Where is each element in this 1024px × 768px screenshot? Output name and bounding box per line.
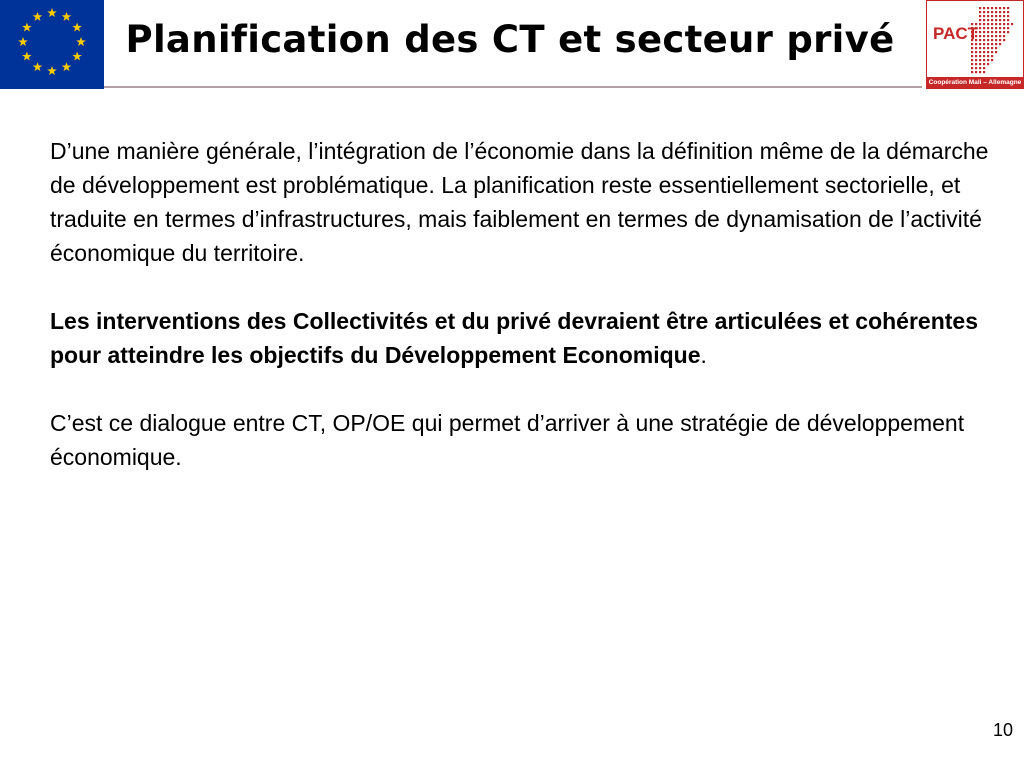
pact-map-dot: [995, 27, 997, 29]
pact-map-dot: [995, 15, 997, 17]
pact-map-dot: [983, 19, 985, 21]
pact-map-dot: [999, 11, 1001, 13]
pact-map-dot: [987, 39, 989, 41]
pact-map-dot: [979, 63, 981, 65]
pact-map-dot: [999, 43, 1001, 45]
pact-map-dot: [991, 51, 993, 53]
pact-map-dot: [979, 67, 981, 69]
pact-map-dot: [991, 35, 993, 37]
header-divider: [104, 86, 922, 88]
pact-map-dot: [975, 47, 977, 49]
pact-wordmark: PACT: [933, 24, 979, 43]
pact-map-dot: [995, 23, 997, 25]
pact-map-dot: [971, 67, 973, 69]
pact-map-dot: [1007, 19, 1009, 21]
pact-map-dot: [999, 19, 1001, 21]
paragraph-intro: D’une manière générale, l’intégration de l’économie dans la définition même de la démarche de développement est problématique. La planification reste essentiellement sectorielle, et traduite en termes d’infrastructures, mais faiblement en termes de dynamisation de l’activité économique du territoire.: [50, 138, 989, 266]
pact-map-dot: [1003, 27, 1005, 29]
pact-map-dot: [1003, 15, 1005, 17]
pact-map-dot: [983, 23, 985, 25]
pact-map-dot: [987, 19, 989, 21]
pact-map-dot: [979, 59, 981, 61]
pact-map-dot: [1003, 19, 1005, 21]
pact-map-dot: [991, 11, 993, 13]
eu-star: [18, 37, 28, 46]
pact-map-dot: [991, 7, 993, 9]
pact-map-dot: [1007, 31, 1009, 33]
pact-map-dot: [975, 59, 977, 61]
pact-map-dot: [979, 51, 981, 53]
pact-map-dot: [983, 51, 985, 53]
pact-map-dot: [983, 59, 985, 61]
pact-map-dot: [995, 31, 997, 33]
pact-map-dot: [995, 19, 997, 21]
pact-map-dot: [991, 23, 993, 25]
eu-star: [22, 52, 32, 61]
pact-map-dot: [971, 63, 973, 65]
pact-map-dot: [991, 27, 993, 29]
pact-map-dot: [987, 31, 989, 33]
pact-map-dot: [987, 59, 989, 61]
pact-map-dot: [999, 39, 1001, 41]
eu-stars: [0, 0, 104, 89]
pact-map-dot: [987, 47, 989, 49]
pact-map-dot: [983, 67, 985, 69]
pact-map-dot: [987, 43, 989, 45]
pact-map-dot: [987, 23, 989, 25]
pact-map-dot: [991, 39, 993, 41]
pact-map-dot: [995, 39, 997, 41]
pact-map-dot: [1003, 35, 1005, 37]
pact-map-dot: [983, 47, 985, 49]
pact-map-dot: [983, 7, 985, 9]
pact-map-dot: [971, 55, 973, 57]
pact-map-dot: [979, 39, 981, 41]
pact-map-dot: [999, 15, 1001, 17]
paragraph-emphasis-period: .: [700, 342, 707, 368]
pact-map-dot: [983, 39, 985, 41]
pact-map-dot: [1003, 31, 1005, 33]
pact-map-dot: [979, 55, 981, 57]
pact-map-dot: [979, 35, 981, 37]
page-number: 10: [992, 720, 1013, 740]
pact-map-dot: [987, 55, 989, 57]
pact-map-dot: [979, 11, 981, 13]
pact-map-dot: [1003, 7, 1005, 9]
pact-map-dot: [987, 15, 989, 17]
pact-map-dot: [995, 47, 997, 49]
slide-body: [50, 134, 1000, 508]
pact-map-dot: [987, 35, 989, 37]
pact-map-dot: [975, 67, 977, 69]
pact-map-icon: [927, 1, 1023, 77]
pact-map-dot: [983, 35, 985, 37]
eu-star: [33, 62, 43, 71]
pact-map-dot: [1007, 15, 1009, 17]
eu-star: [22, 23, 32, 32]
pact-caption: Coopération Mali – Allemagne: [928, 79, 1022, 86]
eu-star: [62, 62, 72, 71]
pact-map-dot: [1007, 27, 1009, 29]
pact-map-dot: [983, 11, 985, 13]
pact-map-dot: [983, 31, 985, 33]
pact-map-dot: [979, 7, 981, 9]
pact-map-dot: [983, 63, 985, 65]
pact-map-dot: [991, 59, 993, 61]
pact-map-dot: [979, 31, 981, 33]
pact-map-dot: [975, 63, 977, 65]
eu-star: [47, 66, 57, 75]
pact-map-dot: [975, 43, 977, 45]
pact-map-dot: [975, 55, 977, 57]
eu-star: [72, 23, 82, 32]
pact-map-dot: [999, 35, 1001, 37]
pact-map-dot: [971, 71, 973, 73]
eu-star: [47, 8, 57, 17]
pact-map-dot: [1003, 11, 1005, 13]
pact-map-dot: [971, 59, 973, 61]
pact-map-dot: [995, 51, 997, 53]
pact-map-dot: [991, 19, 993, 21]
pact-map-dot: [983, 27, 985, 29]
eu-flag-icon: [0, 0, 104, 89]
pact-map-dot: [999, 27, 1001, 29]
pact-map-dot: [991, 31, 993, 33]
paragraph-emphasis: [50, 304, 1000, 372]
pact-map-dot: [1007, 7, 1009, 9]
pact-map-dot: [987, 51, 989, 53]
pact-map-dot: [1003, 23, 1005, 25]
pact-map-dot: [999, 31, 1001, 33]
paragraph-conclusion: C’est ce dialogue entre CT, OP/OE qui permet d’arriver à une stratégie de développement économique.: [50, 410, 965, 470]
pact-map-dot: [979, 27, 981, 29]
pact-map-dot: [987, 11, 989, 13]
pact-map-dot: [995, 43, 997, 45]
pact-map-dot: [1011, 23, 1013, 25]
eu-star: [72, 52, 82, 61]
pact-map-dot: [991, 47, 993, 49]
eu-star: [62, 12, 72, 21]
pact-map-dot: [987, 27, 989, 29]
pact-map-dot: [991, 55, 993, 57]
pact-map-dot: [995, 7, 997, 9]
pact-map-dot: [1007, 23, 1009, 25]
pact-map-dot: [971, 51, 973, 53]
pact-map-dot: [971, 47, 973, 49]
pact-map-dot: [983, 15, 985, 17]
pact-map-dot: [995, 35, 997, 37]
eu-star: [33, 12, 43, 21]
pact-map-dot: [991, 43, 993, 45]
pact-map-dot: [1003, 39, 1005, 41]
pact-map-dot: [975, 71, 977, 73]
pact-map-dot: [979, 19, 981, 21]
pact-map-dot: [979, 47, 981, 49]
pact-map-dot: [971, 43, 973, 45]
pact-map-dot: [979, 15, 981, 17]
pact-map-dot: [975, 51, 977, 53]
pact-map-dot: [987, 7, 989, 9]
pact-map-dot: [987, 63, 989, 65]
pact-map-dot: [995, 11, 997, 13]
pact-map-dot: [979, 43, 981, 45]
pact-logo: [926, 0, 1024, 89]
pact-map-dot: [983, 43, 985, 45]
pact-map-dot: [999, 23, 1001, 25]
pact-map-dot: [979, 71, 981, 73]
pact-map-dot: [999, 7, 1001, 9]
paragraph-emphasis-text: Les interventions des Collectivités et du privé devraient être articulées et cohérentes pour atteindre les objectifs du Développement Economique: [50, 308, 979, 368]
eu-star: [76, 37, 86, 46]
pact-map-dot: [983, 71, 985, 73]
pact-map-dot: [1007, 11, 1009, 13]
slide-title: Planification des CT et secteur privé: [125, 18, 895, 61]
pact-map-dot: [983, 55, 985, 57]
pact-map-dot: [979, 23, 981, 25]
pact-map-dot: [991, 15, 993, 17]
